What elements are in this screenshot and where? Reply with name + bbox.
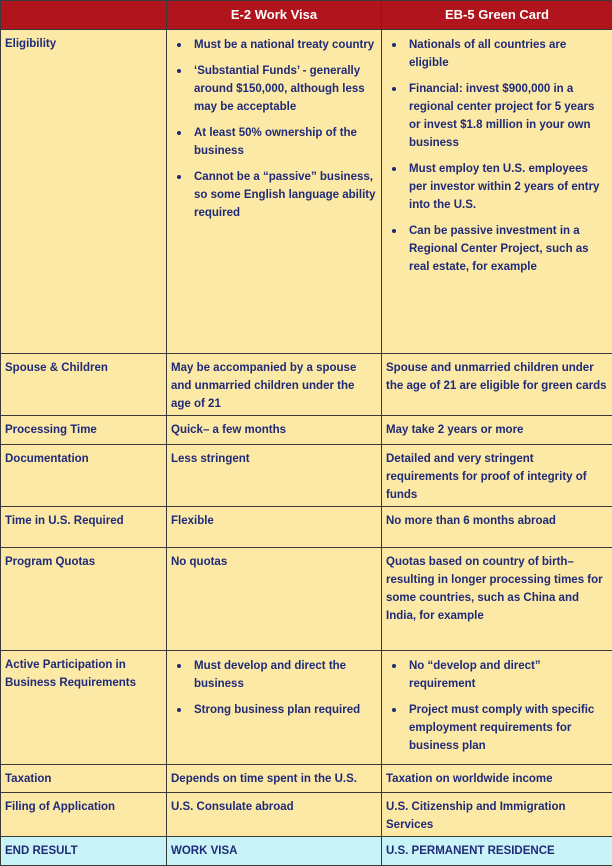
row-documentation [1,445,612,507]
row-participation [1,651,612,765]
bullet-item: • No “develop and direct” requirement [406,656,608,693]
bullet-item: • Must employ ten U.S. employees per investor within 2 years of entry into the U.S. [406,159,608,214]
e2-participation [167,651,382,765]
eb5-quotas: Quotas based on country of birth– resulting in longer processing times for some countries, such as China and India, for example [382,548,612,651]
bullet-item: • ‘Substantial Funds’ - generally around $150,000, although less may be acceptable [191,61,377,116]
eb5-processing: May take 2 years or more [382,416,612,445]
bullet-item: • Strong business plan required [191,700,377,719]
label-quotas: Program Quotas [1,548,167,651]
eb5-spouse: Spouse and unmarried children under the age of 21 are eligible for green cards [382,354,612,416]
e2-documentation: Less stringent [167,445,382,507]
row-quotas [1,548,612,651]
header-eb5: EB-5 Green Card [382,1,612,30]
e2-filing: U.S. Consulate abroad [167,793,382,837]
e2-eligibility [167,30,382,354]
label-taxation: Taxation [1,765,167,793]
row-taxation [1,765,612,793]
row-eligibility [1,30,612,354]
label-filing: Filing of Application [1,793,167,837]
bullet-item: • Project must comply with specific employment requirements for business plan [406,700,608,755]
bullet-item: • Can be passive investment in a Regional Center Project, such as real estate, for example [406,221,608,276]
label-end-result: END RESULT [1,837,167,866]
bullet-item: • Nationals of all countries are eligible [406,35,608,72]
bullet-item: • At least 50% ownership of the business [191,123,377,160]
eb5-end-result: U.S. PERMANENT RESIDENCE [382,837,612,866]
row-end-result [1,837,612,866]
bullet-item: • Must develop and direct the business [191,656,377,693]
bullet-item: • Financial: invest $900,000 in a regional center project for 5 years or invest $1.8 million in your own business [406,79,608,152]
row-spouse [1,354,612,416]
e2-spouse: May be accompanied by a spouse and unmarried children under the age of 21 [167,354,382,416]
eb5-documentation: Detailed and very stringent requirements for proof of integrity of funds [382,445,612,507]
e2-end-result: WORK VISA [167,837,382,866]
bullet-item: • Must be a national treaty country [191,35,377,54]
label-participation: Active Participation in Business Requirements [1,651,167,765]
label-time-in-us: Time in U.S. Required [1,507,167,548]
header-e2: E-2 Work Visa [167,1,382,30]
label-eligibility: Eligibility [1,30,167,354]
header-row [1,1,612,30]
eb5-filing: U.S. Citizenship and Immigration Services [382,793,612,837]
row-time-in-us [1,507,612,548]
e2-time-in-us: Flexible [167,507,382,548]
eb5-taxation: Taxation on worldwide income [382,765,612,793]
row-filing [1,793,612,837]
header-blank [1,1,167,30]
label-documentation: Documentation [1,445,167,507]
e2-taxation: Depends on time spent in the U.S. [167,765,382,793]
row-processing [1,416,612,445]
e2-quotas: No quotas [167,548,382,651]
bullet-item: • Cannot be a “passive” business, so some English language ability required [191,167,377,222]
eb5-time-in-us: No more than 6 months abroad [382,507,612,548]
eb5-participation [382,651,612,765]
eb5-eligibility [382,30,612,354]
e2-processing: Quick– a few months [167,416,382,445]
label-processing: Processing Time [1,416,167,445]
label-spouse: Spouse & Children [1,354,167,416]
